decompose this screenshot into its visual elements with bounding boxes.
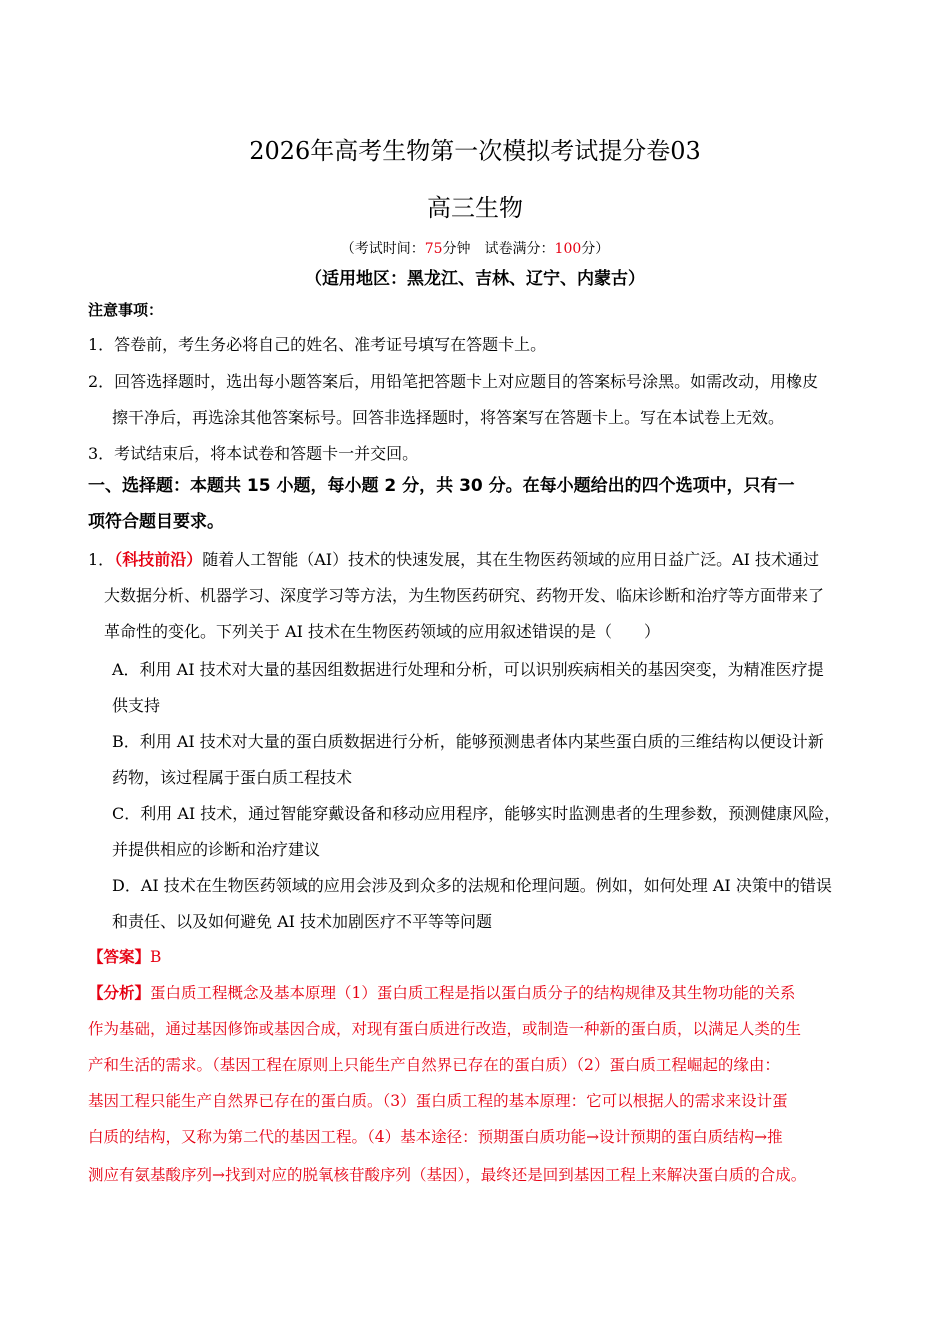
option-b-line-1: B．利用 AI 技术对大量的蛋白质数据进行分析，能够预测患者体内某些蛋白质的三维结构以便设计新 bbox=[112, 732, 824, 751]
page-subtitle: 高三生物 bbox=[427, 194, 523, 222]
question-1-line-1-text: 随着人工智能（AI）技术的快速发展，其在生物医药领域的应用日益广泛。AI 技术通过 bbox=[202, 550, 820, 569]
analysis-line-2: 作为基础，通过基因修饰或基因合成，对现有蛋白质进行改造，或制造一种新的蛋白质，以满足人类的生 bbox=[88, 1020, 802, 1038]
answer-line bbox=[88, 945, 161, 969]
question-1-line-3: 革命性的变化。下列关于 AI 技术在生物医药领域的应用叙述错误的是（ ） bbox=[104, 622, 661, 641]
exam-info bbox=[0, 238, 950, 260]
option-c-line-2: 并提供相应的诊断和治疗建议 bbox=[112, 840, 321, 859]
exam-score-label: 试卷满分： bbox=[484, 241, 555, 257]
exam-time-value: 75 bbox=[424, 241, 443, 257]
question-1-line-1 bbox=[88, 548, 819, 572]
analysis-line-4: 基因工程只能生产自然界已存在的蛋白质。（3）蛋白质工程的基本原理：它可以根据人的需求来设计蛋 bbox=[88, 1092, 788, 1110]
answer-value: B bbox=[150, 948, 162, 966]
option-b-line-2: 药物，该过程属于蛋白质工程技术 bbox=[112, 768, 353, 787]
applicable-region: （适用地区：黑龙江、吉林、辽宁、内蒙古） bbox=[305, 269, 645, 289]
answer-label: 【答案】 bbox=[88, 948, 151, 966]
notice-item-2-line-1: 2．回答选择题时，选出每小题答案后，用铅笔把答题卡上对应题目的答案标号涂黑。如需改动，用橡皮 bbox=[88, 372, 819, 391]
option-a-line-2: 供支持 bbox=[112, 696, 161, 715]
notice-item-1: 1．答卷前，考生务必将自己的姓名、准考证号填写在答题卡上。 bbox=[88, 335, 547, 354]
exam-time-unit: 分钟 bbox=[442, 241, 471, 257]
notice-item-2-line-2: 擦干净后，再选涂其他答案标号。回答非选择题时，将答案写在答题卡上。写在本试卷上无效。 bbox=[112, 408, 785, 427]
exam-info-open: （考试时间： bbox=[340, 241, 425, 257]
analysis-line-6: 测应有氨基酸序列→找到对应的脱氧核苷酸序列（基因），最终还是回到基因工程上来解决蛋白质的合成。 bbox=[88, 1166, 807, 1184]
analysis-label: 【分析】 bbox=[88, 984, 151, 1002]
analysis-line-1 bbox=[88, 981, 795, 1005]
section-heading-line-2: 项符合题目要求。 bbox=[88, 512, 224, 532]
exam-score-unit: 分） bbox=[581, 241, 610, 257]
section-heading-line-1: 一、选择题：本题共 15 小题，每小题 2 分，共 30 分。在每小题给出的四个选项中，只有一 bbox=[88, 476, 795, 496]
notice-heading: 注意事项： bbox=[88, 301, 164, 319]
notice-item-3: 3．考试结束后，将本试卷和答题卡一并交回。 bbox=[88, 444, 419, 463]
analysis-line-3: 产和生活的需求。（基因工程在原则上只能生产自然界已存在的蛋白质）（2）蛋白质工程崛起的缘由： bbox=[88, 1056, 780, 1074]
question-1-line-2: 大数据分析、机器学习、深度学习等方法，为生物医药研究、药物开发、临床诊断和治疗等方面带来了 bbox=[104, 586, 825, 605]
analysis-line-5: 白质的结构，又称为第二代的基因工程。（4）基本途径：预期蛋白质功能→设计预期的蛋白质结构→推 bbox=[88, 1128, 783, 1146]
option-d-line-1: D．AI 技术在生物医药领域的应用会涉及到众多的法规和伦理问题。例如，如何处理 AI 决策中的错误 bbox=[112, 876, 832, 895]
question-number: 1． bbox=[88, 550, 115, 569]
option-c-line-1: C．利用 AI 技术，通过智能穿戴设备和移动应用程序，能够实时监测患者的生理参数，预测健康风险， bbox=[112, 804, 841, 823]
exam-score-value: 100 bbox=[554, 241, 582, 257]
option-d-line-2: 和责任、以及如何避免 AI 技术加剧医疗不平等等问题 bbox=[112, 912, 493, 931]
question-tag: （科技前沿） bbox=[114, 550, 203, 569]
page-title: 2026年高考生物第一次模拟考试提分卷03 bbox=[249, 137, 701, 165]
analysis-line-1-text: 蛋白质工程概念及基本原理（1）蛋白质工程是指以蛋白质分子的结构规律及其生物功能的关系 bbox=[150, 984, 796, 1002]
option-a-line-1: A．利用 AI 技术对大量的基因组数据进行处理和分析，可以识别疾病相关的基因突变，为精准医疗提 bbox=[112, 660, 824, 679]
